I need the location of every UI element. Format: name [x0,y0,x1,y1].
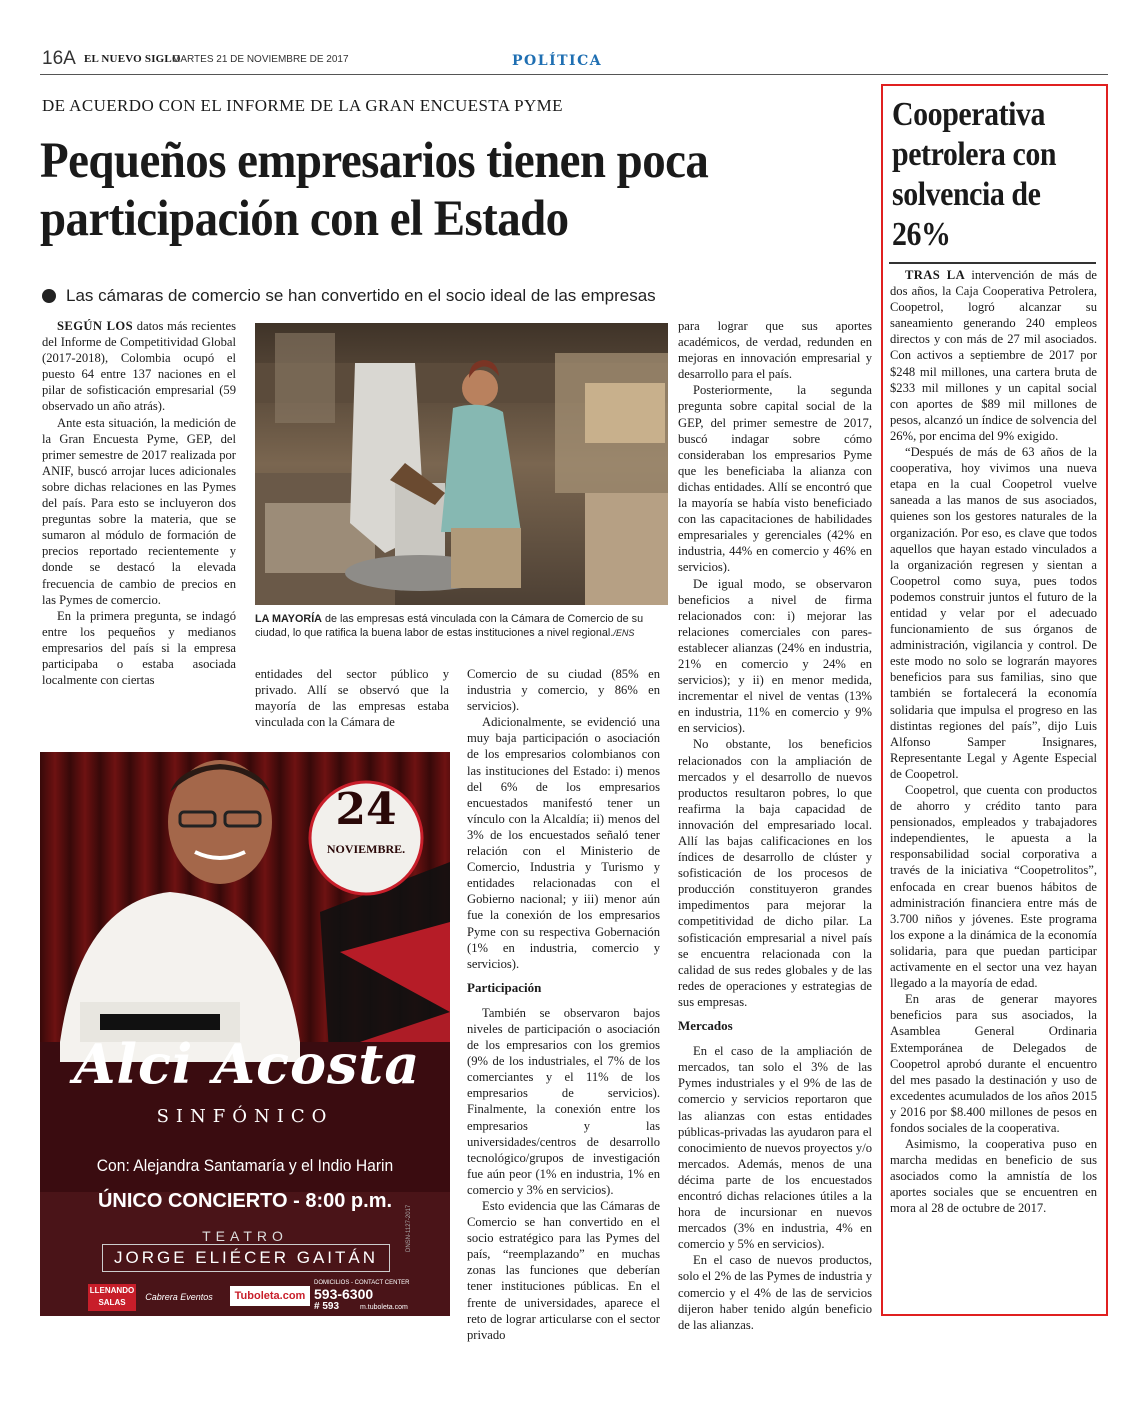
concert-advertisement[interactable] [40,752,450,1316]
article-kicker: DE ACUERDO CON EL INFORME DE LA GRAN ENCUESTA PYME [42,96,563,115]
caption-text: de las empresas está vinculada con la Cámara de Comercio de su ciudad, lo que ratifica la buena labor de estas instituciones a nivel regional. [255,613,644,639]
section-label: POLÍTICA [512,53,603,69]
sidebar-headline: Cooperativa petrolera con solvencia de 26% [892,96,1057,253]
ad-month: NOVIEMBRE. [326,842,406,856]
paragraph: Ante esta situación, la medición de la Gran Encuesta Pyme, GEP, del primer semestre de 2017 realizada por ANIF, buscó arrojar luces adicionales sobre dichas relaciones en las Pymes del país. Para esto se incluyeron dos preguntas sobre la materia, que se sumaron al módulo de formación de precios reportado recientemente y donde se destacó la elevada frecuencia de cambio de precios en las Pymes de comercio. [42,415,236,607]
paragraph: para lograr que sus aportes académicos, de verdad, redunden en mejoras en innovación empresarial y desarrollo para el país. [678,319,872,382]
paragraph: En el caso de nuevos productos, solo el 2% de las Pymes de industria y comercio y el 4% de las de servicios dijeron haber tenido algún beneficio de las alianzas. [678,1253,872,1332]
bullet-icon [42,289,56,303]
caption-lead: LA MAYORÍA [255,613,322,625]
article-column-3 [467,666,660,1343]
ad-code: DNSN-1127-2017 [406,1204,412,1252]
ad-concert-time: ÚNICO CONCIERTO - 8:00 p.m. [97,1190,393,1212]
paragraph: Comercio de su ciudad (85% en industria y comercio, y 86% en servicios). [467,667,660,714]
lead-words: SEGÚN LOS [57,319,133,333]
header-rule [40,74,1108,75]
paragraph: Coopetrol, que cuenta con productos de ahorro y crédito tanto para pensionados, empleados y trabajadores independientes, le apuesta a la responsabilidad social corporativa a través de la iniciativa “Coopetrolitos”, enfocada en crear buenos hábitos de administración financiera entre más de 3.700 niños y jóvenes. Este programa los expone a la dinámica de la economía solidaria, para que puedan participar activamente en el sector una vez hayan llegado a la mayoría de edad. [890,783,1097,991]
ad-phone-label: DOMICILIOS - CONTACT CENTER [314,1280,410,1286]
paragraph: entidades del sector público y privado. Allí se observó que la mayoría de las empresas estaba vinculada con la Cámara de [255,667,449,730]
ad-guests: Con: Alejandra Santamaría y el Indio Harin [96,1156,394,1175]
paragraph: En el caso de la ampliación de mercados, tan solo el 3% de las Pymes industriales y el 9% de las de comercio y servicios reportaron que las alianzas con estas entidades públicas-privadas las ayudaron para el conocimiento de nuevos proyectos y/o mercados. Además, menos de una décima parte de los encuestados encontró dichas relaciones útiles a la hora de incursionar en nuevos mercados (3% en industria, 4% en comercio y 5% en servicios). [678,1044,872,1252]
workshop-photo [255,323,668,605]
ad-artist-name: Alci Acosta [73,1032,421,1096]
article-headline: Pequeños empresarios tienen poca participación con el Estado [40,133,709,247]
paragraph: Esto evidencia que las Cámaras de Comercio se han convertido en el socio estratégico para las Pymes del país, “reemplazando” en muchas zonas las funciones que deberían tener instituciones públicas. En el frente de universidades, aparece el reto de lograr articularse con el sector privado [467,1199,660,1342]
paragraph-text: intervención de más de dos años, la Caja Cooperativa Petrolera, Coopetrol, logró alcanzar su saneamiento generando 240 empleos directos y con más de 27 mil asociados. Con activos a septiembre de 2017 por $248 mil millones, una cartera bruta de $233 mil millones y un capital social con aportes de $89 mil millones de pesos, alcanzó un índice de solvencia del 26%, por encima del 9% exigido. [890,268,1097,443]
issue-date: MARTES 21 DE NOVIEMBRE DE 2017 [172,54,349,65]
paragraph: En la primera pregunta, se indagó entre los pequeños y medianos empresarios del país si la empresa participaba o estaba asociada localmente con ciertas [42,608,236,688]
paragraph [890,267,1097,444]
newspaper-name: EL NUEVO SIGLO [84,53,181,65]
ad-subtitle: SINFÓNICO [156,1106,334,1127]
photo-credit: /ENS [613,628,635,638]
paragraph: De igual modo, se observaron beneficios a nivel de firma relacionados con: i) mejorar las relaciones comerciales con pares-establecer alianzas (24% en industria, 21% en comercio y 24% en servicios); y ii) en menor medida, incrementar el nivel de ventas (13% en industria, 11% en comercio y 9% en servicios). [678,576,872,736]
llenando-salas-logo: LLENANDO SALAS [88,1284,136,1311]
article-column-4 [678,318,872,1333]
deck-text: Las cámaras de comercio se han convertido en el socio ideal de las empresas [66,286,656,305]
paragraph: No obstante, los beneficios relacionados con la ampliación de mercados y el desarrollo de nuevos productos resultaron pobres, lo que reafirma la baja capacidad de innovación del empresariado local. Allí las bajas calificaciones en los índices de desarrollo de clúster y sofisticación de los procesos de producción constituyeron grandes impedimentos para mejorar la competitividad de dicho pilar. La sofisticación empresarial a nivel país se encuentra relacionada con la calidad de sus redes globales y de las redes de operaciones y estrategias de sus empresas. [678,737,872,1009]
paragraph: “Después de más de 63 años de la cooperativa, hoy vivimos una nueva etapa en la cual Coopetrol vuelve saneada a las manos de sus asociados, quienes son los gestores naturales de la organización. Por eso, es clave que todos aquellos que hayan estado vinculados a la organización regresen y sientan a Coopetrol como suya, pues todos podemos construir juntos el futuro de la entidad y velar por el adecuado funcionamiento de sus órganos de administración, vigilancia y control. De este modo no solo se lograrán mayores beneficios para sus familias, sino que también se fortalecerá la economía solidaria que impulsa el progreso en las distintas regiones del país”, dijo Luis Alfonso Samper Insignares, Representante Legal y Agente Especial de Coopetrol. [890,445,1097,781]
ad-day: 24 [335,784,397,835]
sidebar-body [890,267,1097,1217]
paragraph [42,318,236,415]
ad-web: m.tuboleta.com [360,1304,408,1311]
sidebar-rule [889,262,1096,264]
tuboleta-logo: Tuboleta.com [230,1286,310,1306]
ad-venue-top: TEATRO [202,1228,288,1244]
ad-short-code: # 593 [314,1301,340,1312]
subheading-mercados: Mercados [678,1018,733,1034]
cabrera-eventos-logo: Cabrera Eventos [145,1292,213,1302]
paragraph: Posteriormente, la segunda pregunta sobre capital social de la GEP, del primer semestre de 2017, buscó indagar sobre cómo consideraban los empresarios Pyme que les beneficiaba la alianza con dichas entidades. Allí se encontró que la mayoría se había visto beneficiado con las capacitaciones de habilidades empresariales y gerenciales (42% en industria, 44% en comercio y 46% en servicios). [678,383,872,575]
article-photo [255,323,668,605]
paragraph: Asimismo, la cooperativa puso en marcha medidas en beneficio de sus asociados como la amnistía de los aportes sociales que se encuentren en mora al 28 de octubre de 2017. [890,1137,1097,1216]
article-column-2 [255,666,449,730]
article-column-1 [42,318,236,688]
paragraph-text: datos más recientes del Informe de Competitividad Global (2017-2018), Colombia ocupó el puesto 64 entre 137 naciones en el pilar de sofisticación empresarial (59 observado un año atrás). [42,319,236,414]
paragraph: Adicionalmente, se evidenció una muy baja participación o asociación de los empresarios colombianos con las instituciones del Estado: i) menos del 6% de los empresarios encuestados manifestó tener un vínculo con la Alcaldía; ii) menos del 3% de los encuestados señaló tener relación con el Ministerio de Comercio, Industria y Turismo y entidades relacionadas con el Gobierno nacional; y iii) menor aún fue la conexión de los empresarios Pyme con su respectiva Gobernación (1% en industria, comercio y servicios). [467,715,660,971]
ad-venue: JORGE ELIÉCER GAITÁN [102,1244,390,1272]
photo-caption [255,612,668,640]
ad-phone: 593-6300 [314,1286,374,1302]
lead-words: TRAS LA [905,268,966,282]
page-number: 16A [42,48,76,69]
article-deck [42,286,656,306]
paragraph: También se observaron bajos niveles de participación o asociación de los empresarios con los gremios (9% de los industriales, el 7% de los comerciantes y el 11% de los empresarios de servicios). Finalmente, la conexión entre los empresarios y las universidades/centros de desarrollo tecnológico/grupos de investigación fue aún peor (1% en industria, 1% en comercio y 3% en servicios). [467,1005,660,1197]
paragraph: En aras de generar mayores beneficios para sus asociados, la Asamblea General Ordinaria Extemporánea de Delegados de Coopetrol aprobó durante el encuentro del mes pasado la destinación y uso de excedentes acumulados de los años 2015 y 2016 por $8.400 millones de pesos en fondos sociales de la cooperativa. [890,992,1097,1135]
subheading-participacion: Participación [467,979,542,995]
